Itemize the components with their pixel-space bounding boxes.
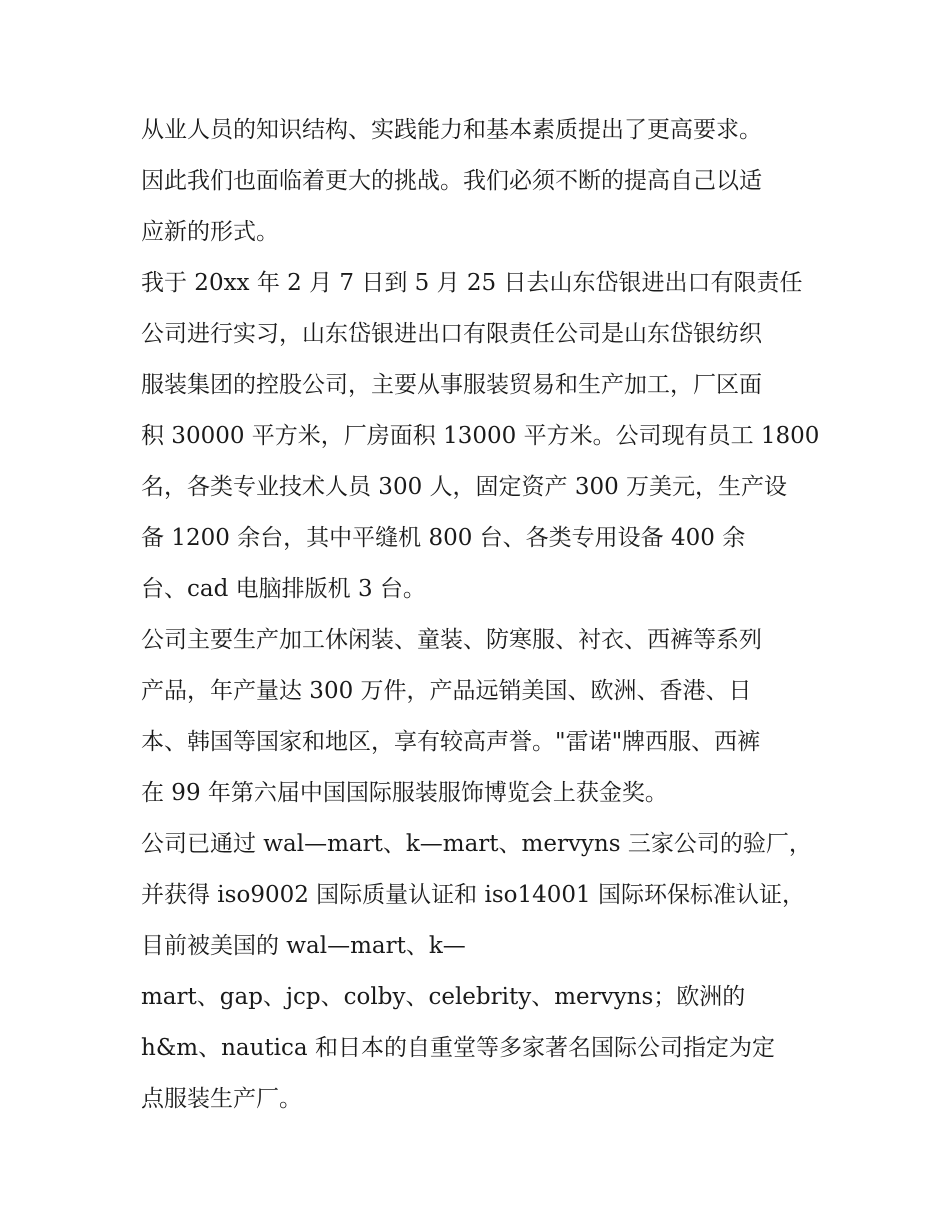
text-line: 产品，年产量达 300 万件，产品远销美国、欧洲、香港、日 [141,678,752,704]
text-line: 公司进行实习，山东岱银进出口有限责任公司是山东岱银纺织 [141,321,762,347]
text-line: mart、gap、jcp、colby、celebrity、mervyns；欧洲的 [141,984,746,1010]
text-line: 因此我们也面临着更大的挑战。我们必须不断的提高自己以适 [141,168,762,194]
text-line: 积 30000 平方米，厂房面积 13000 平方米。公司现有员工 1800 [141,423,820,449]
text-line: 从业人员的知识结构、实践能力和基本素质提出了更高要求。 [141,117,762,143]
text-line: 我于 20xx 年 2 月 7 日到 5 月 25 日去山东岱银进出口有限责任 [141,270,803,296]
text-line: 服装集团的控股公司，主要从事服装贸易和生产加工，厂区面 [141,372,762,398]
text-line: 目前被美国的 wal—mart、k— [141,933,466,959]
text-line: 本、韩国等国家和地区，享有较高声誉。"雷诺"牌西服、西裤 [141,729,761,755]
text-line: 台、cad 电脑排版机 3 台。 [141,576,426,602]
text-line: 在 99 年第六届中国国际服装服饰博览会上获金奖。 [141,780,668,806]
body-text [141,105,821,1125]
text-line: 应新的形式。 [141,219,279,245]
text-line: 名，各类专业技术人员 300 人，固定资产 300 万美元，生产设 [141,474,788,500]
text-line: h&m、nautica 和日本的自重堂等多家著名国际公司指定为定 [141,1035,775,1061]
text-line: 公司主要生产加工休闲装、童装、防寒服、衬衣、西裤等系列 [141,627,762,653]
text-line: 公司已通过 wal—mart、k—mart、mervyns 三家公司的验厂， [141,831,812,857]
text-line: 并获得 iso9002 国际质量认证和 iso14001 国际环保标准认证， [141,882,805,908]
text-line: 备 1200 余台，其中平缝机 800 台、各类专用设备 400 余 [141,525,746,551]
text-line: 点服装生产厂。 [141,1086,302,1112]
